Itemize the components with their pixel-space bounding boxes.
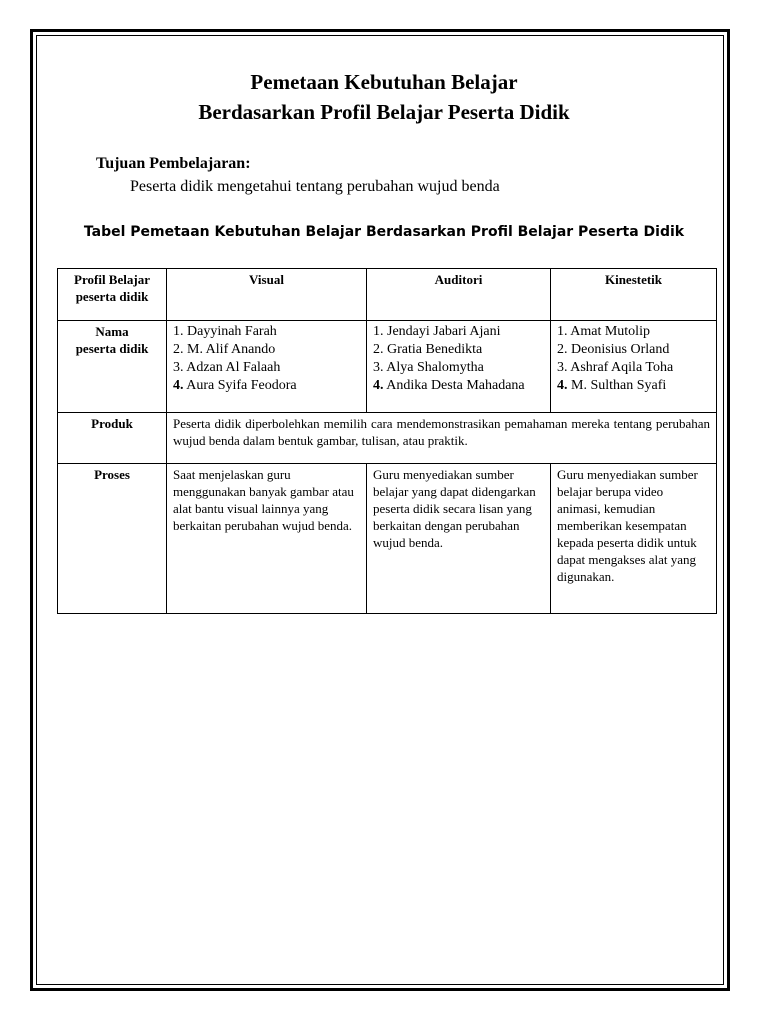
list-item — [557, 359, 710, 377]
produk-row-label: Produk — [58, 413, 167, 464]
names-cell-visual — [167, 321, 367, 413]
student-name: Gratia Benedikta — [387, 342, 483, 357]
learning-profile-table — [57, 268, 717, 614]
proses-cell-auditori: Guru menyediakan sumber belajar yang dapat didengarkan peserta didik secara lisan yang berkaitan dengan perubahan wujud benda. — [367, 464, 551, 614]
names-cell-auditori — [367, 321, 551, 413]
list-number: 3. — [373, 360, 384, 375]
student-name: Jendayi Jabari Ajani — [387, 324, 501, 339]
list-number: 2. — [557, 342, 568, 357]
proses-row-label: Proses — [58, 464, 167, 614]
student-name: Andika Desta Mahadana — [386, 378, 525, 393]
table-row-names — [58, 321, 717, 413]
list-number: 2. — [173, 342, 184, 357]
student-name: Adzan Al Falaah — [186, 360, 281, 375]
student-name: M. Alif Anando — [187, 342, 276, 357]
list-number: 1. — [557, 324, 568, 339]
list-item — [557, 377, 710, 395]
corner-header-cell — [58, 269, 167, 321]
list-item — [173, 377, 360, 395]
list-item — [173, 323, 360, 341]
proses-cell-kinestetik: Guru menyediakan sumber belajar berupa video animasi, kemudian memberikan kesempatan kepada peserta didik untuk dapat mengakses alat yang digunakan. — [551, 464, 717, 614]
list-item — [557, 341, 710, 359]
table-row-produk — [58, 413, 717, 464]
student-name: Amat Mutolip — [570, 324, 650, 339]
list-item — [173, 359, 360, 377]
student-name: Deonisius Orland — [571, 342, 670, 357]
student-name: M. Sulthan Syafi — [571, 378, 667, 393]
column-header-kinestetik: Kinestetik — [551, 269, 717, 321]
names-row-label — [58, 321, 167, 413]
list-number: 2. — [373, 342, 384, 357]
list-number: 3. — [173, 360, 184, 375]
student-name: Dayyinah Farah — [187, 324, 277, 339]
table-header-row — [58, 269, 717, 321]
names-label-line1: Nama — [95, 324, 129, 339]
list-number: 4. — [173, 378, 184, 393]
list-item — [373, 377, 544, 395]
corner-label-line2: peserta didik — [75, 289, 149, 304]
document-title-line1: Pemetaan Kebutuhan Belajar — [250, 70, 518, 94]
objective-text: Peserta didik mengetahui tentang perubahan wujud benda — [130, 178, 500, 195]
corner-label-line1: Profil Belajar — [74, 272, 150, 287]
objective-label: Tujuan Pembelajaran: — [96, 155, 251, 172]
list-item — [373, 323, 544, 341]
list-item — [373, 359, 544, 377]
list-number: 3. — [557, 360, 568, 375]
list-number: 4. — [557, 378, 568, 393]
proses-cell-visual: Saat menjelaskan guru menggunakan banyak gambar atau alat bantu visual lainnya yang berkaitan perubahan wujud benda. — [167, 464, 367, 614]
list-item — [557, 323, 710, 341]
list-item — [373, 341, 544, 359]
names-label-line2: peserta didik — [75, 341, 149, 356]
document-title-line2: Berdasarkan Profil Belajar Peserta Didik — [198, 100, 570, 124]
table-caption: Tabel Pemetaan Kebutuhan Belajar Berdasarkan Profil Belajar Peserta Didik — [83, 224, 685, 240]
list-number: 4. — [373, 378, 384, 393]
produk-cell: Peserta didik diperbolehkan memilih cara mendemonstrasikan pemahaman mereka tentang perubahan wujud benda dalam bentuk gambar, tulisan, atau praktik. — [167, 413, 717, 464]
list-item — [173, 341, 360, 359]
names-cell-kinestetik — [551, 321, 717, 413]
column-header-auditori: Auditori — [367, 269, 551, 321]
list-number: 1. — [373, 324, 384, 339]
student-name: Ashraf Aqila Toha — [570, 360, 674, 375]
column-header-visual: Visual — [167, 269, 367, 321]
student-name: Aura Syifa Feodora — [186, 378, 297, 393]
table-row-proses — [58, 464, 717, 614]
student-name: Alya Shalomytha — [386, 360, 484, 375]
list-number: 1. — [173, 324, 184, 339]
